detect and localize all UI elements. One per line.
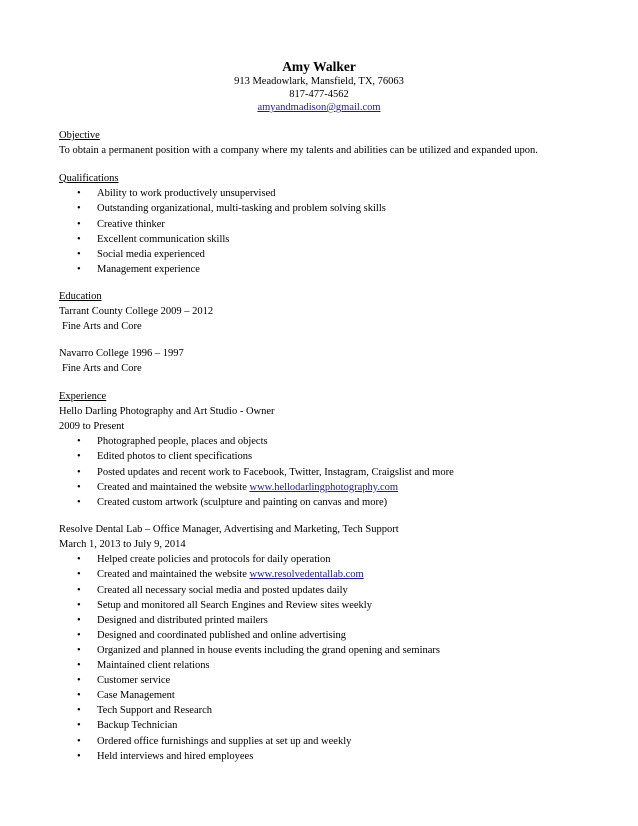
- list-item: [59, 718, 579, 733]
- applicant-phone: 817-477-4562: [289, 89, 349, 100]
- list-item: [59, 262, 579, 277]
- list-item-text: Ability to work productively unsupervised: [97, 188, 276, 200]
- applicant-address: 913 Meadowlark, Mansfield, TX, 76063: [234, 76, 404, 87]
- bullet-icon: •: [77, 644, 81, 656]
- bullet-icon: •: [77, 599, 81, 611]
- bullet-icon: •: [77, 451, 81, 463]
- website-link[interactable]: www.hellodarlingphotography.com: [249, 481, 399, 493]
- objective-text: To obtain a permanent position with a company where my talents and abilities can be utilized and expanded upon.: [59, 144, 538, 156]
- school-name: Tarrant County College 2009 – 2012: [59, 305, 214, 317]
- list-item: [59, 186, 579, 201]
- list-item-text: Helped create policies and protocols for daily operation: [97, 554, 331, 566]
- list-item: [59, 434, 579, 449]
- list-item-text: Designed and distributed printed mailers: [97, 614, 268, 626]
- applicant-name: Amy Walker: [282, 59, 356, 74]
- applicant-email-link[interactable]: amyandmadison@gmail.com: [257, 102, 381, 113]
- list-item-text: Excellent communication skills: [97, 233, 230, 245]
- list-item-text: Organized and planned in house events including the grand opening and seminars: [97, 644, 441, 656]
- list-item-text: Creative thinker: [97, 218, 165, 230]
- job-duties-list: [59, 552, 579, 763]
- list-item-text: Designed and coordinated published and online advertising: [97, 629, 347, 641]
- list-item-text: Case Management: [97, 690, 175, 702]
- bullet-icon: •: [77, 750, 81, 762]
- list-item-text: Social media experienced: [97, 248, 205, 260]
- list-item: [59, 217, 579, 232]
- school-focus: Fine Arts and Core: [62, 363, 142, 375]
- bullet-icon: •: [77, 481, 81, 493]
- website-link[interactable]: www.resolvedentallab.com: [249, 569, 364, 581]
- list-item: [59, 567, 579, 582]
- bullet-icon: •: [77, 188, 81, 200]
- bullet-icon: •: [77, 735, 81, 747]
- bullet-icon: •: [77, 233, 81, 245]
- list-item: [59, 658, 579, 673]
- list-item-text: Setup and monitored all Search Engines and Review sites weekly: [97, 599, 372, 611]
- bullet-icon: •: [77, 675, 81, 687]
- objective-heading: Objective: [59, 130, 100, 141]
- bullet-icon: •: [77, 263, 81, 275]
- list-item: [59, 598, 579, 613]
- list-item-text: Customer service: [97, 675, 171, 687]
- list-item: [59, 673, 579, 688]
- list-item: [59, 480, 579, 495]
- list-item-text: Backup Technician: [97, 720, 178, 732]
- list-item-text: Outstanding organizational, multi-tasking and problem solving skills: [97, 203, 386, 215]
- list-item: [59, 232, 579, 247]
- bullet-icon: •: [77, 660, 81, 672]
- list-item: [59, 495, 579, 510]
- list-item-text: Ordered office furnishings and supplies at set up and weekly: [97, 735, 352, 747]
- education-heading: Education: [59, 290, 102, 302]
- list-item: [59, 247, 579, 262]
- bullet-icon: •: [77, 248, 81, 260]
- list-item: [59, 613, 579, 628]
- list-item-text: Created custom artwork (sculpture and painting on canvas and more): [97, 496, 388, 508]
- list-item-text: Held interviews and hired employees: [97, 750, 254, 762]
- list-item: [59, 465, 579, 480]
- bullet-icon: •: [77, 436, 81, 448]
- list-item-text: Created and maintained the website: [97, 481, 250, 493]
- experience-heading: Experience: [59, 390, 107, 402]
- bullet-icon: •: [77, 554, 81, 566]
- list-item: [59, 583, 579, 598]
- list-item-text: Tech Support and Research: [97, 705, 213, 717]
- bullet-icon: •: [77, 203, 81, 215]
- bullet-icon: •: [77, 629, 81, 641]
- qualifications-heading: Qualifications: [59, 172, 119, 184]
- bullet-icon: •: [77, 569, 81, 581]
- list-item-text: Edited photos to client specifications: [97, 451, 253, 463]
- bullet-icon: •: [77, 466, 81, 478]
- qualifications-list: [59, 186, 579, 277]
- list-item: [59, 552, 579, 567]
- list-item: [59, 749, 579, 764]
- bullet-icon: •: [77, 705, 81, 717]
- job-duties-list: [59, 434, 579, 509]
- school-name: Navarro College 1996 – 1997: [59, 348, 184, 360]
- list-item-text: Photographed people, places and objects: [97, 436, 268, 448]
- list-item-text: Created all necessary social media and posted updates daily: [97, 584, 348, 596]
- resume-header: [0, 59, 638, 114]
- list-item-text: Posted updates and recent work to Facebook, Twitter, Instagram, Craigslist and more: [97, 466, 454, 478]
- resume-body: [59, 129, 579, 764]
- bullet-icon: •: [77, 614, 81, 626]
- job-dates: March 1, 2013 to July 9, 2014: [59, 538, 186, 550]
- list-item: [59, 688, 579, 703]
- bullet-icon: •: [77, 218, 81, 230]
- job-dates: 2009 to Present: [59, 420, 125, 432]
- bullet-icon: •: [77, 496, 81, 508]
- list-item: [59, 449, 579, 464]
- list-item-text: Management experience: [97, 263, 200, 275]
- list-item: [59, 643, 579, 658]
- list-item: [59, 628, 579, 643]
- list-item: [59, 201, 579, 216]
- job-title: Resolve Dental Lab – Office Manager, Advertising and Marketing, Tech Support: [59, 523, 399, 535]
- list-item: [59, 734, 579, 749]
- list-item-text: Maintained client relations: [97, 660, 210, 672]
- bullet-icon: •: [77, 690, 81, 702]
- school-focus: Fine Arts and Core: [62, 320, 142, 332]
- bullet-icon: •: [77, 584, 81, 596]
- list-item: [59, 703, 579, 718]
- bullet-icon: •: [77, 720, 81, 732]
- list-item-text: Created and maintained the website: [97, 569, 250, 581]
- job-title: Hello Darling Photography and Art Studio - Owner: [59, 405, 275, 417]
